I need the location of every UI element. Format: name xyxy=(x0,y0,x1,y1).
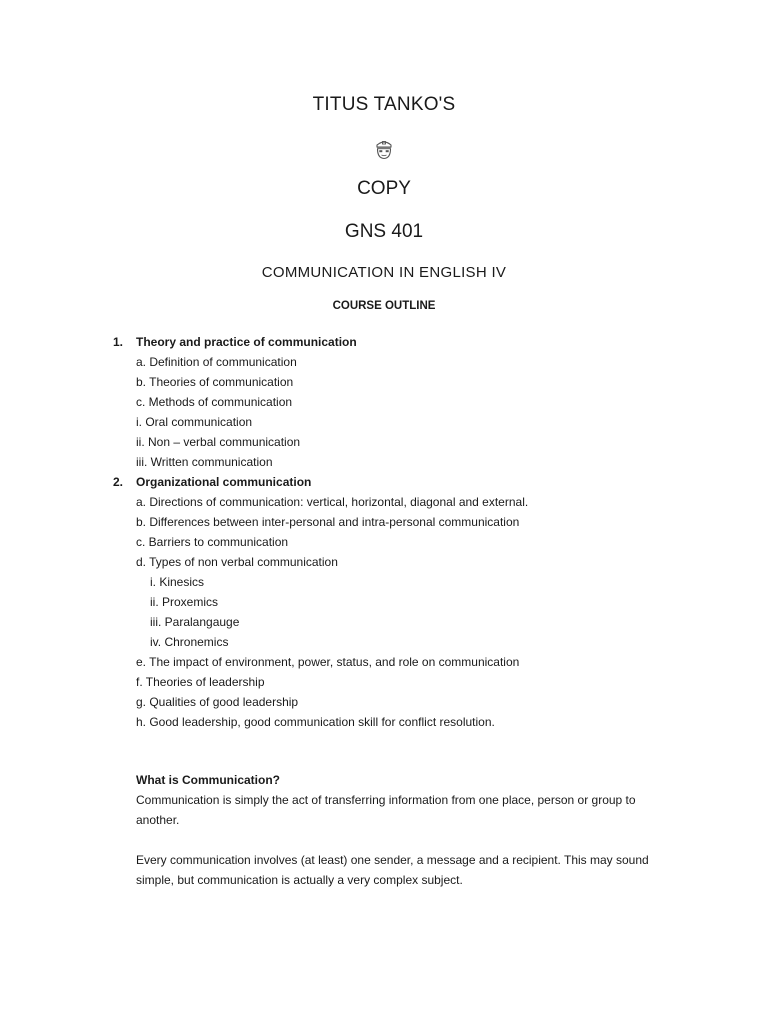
list-item: c. Methods of communication xyxy=(136,395,293,409)
copy-label: COPY xyxy=(357,178,411,199)
list-subitem: iii. Paralangauge xyxy=(150,615,240,629)
list-subitem: i. Kinesics xyxy=(150,575,205,589)
list-subitem: ii. Proxemics xyxy=(150,595,219,609)
list-item: b. Differences between inter-personal and intra-personal communication xyxy=(136,515,520,529)
paragraph-2-line-2: simple, but communication is actually a very complex subject. xyxy=(136,873,463,887)
section-title: Theory and practice of communication xyxy=(136,335,357,349)
list-item: b. Theories of communication xyxy=(136,375,294,389)
list-item: h. Good leadership, good communication skill for conflict resolution. xyxy=(136,715,495,729)
list-item: iii. Written communication xyxy=(136,455,273,469)
outline-section-2 xyxy=(0,472,768,492)
section-number: 2. xyxy=(113,475,124,489)
list-item: i. Oral communication xyxy=(136,415,253,429)
outline-heading: COURSE OUTLINE xyxy=(332,300,436,312)
course-title: COMMUNICATION IN ENGLISH IV xyxy=(261,264,507,281)
paragraph-1-line-2: another. xyxy=(136,813,180,827)
communication-section xyxy=(136,770,676,890)
list-item: a. Definition of communication xyxy=(136,355,297,369)
paragraph-spacer xyxy=(136,830,676,850)
list-item: ii. Non – verbal communication xyxy=(136,435,301,449)
course-code: GNS 401 xyxy=(344,221,424,242)
section-title: Organizational communication xyxy=(136,475,312,489)
section-number: 1. xyxy=(113,335,124,349)
list-item: g. Qualities of good leadership xyxy=(136,695,299,709)
section-heading: What is Communication? xyxy=(136,773,280,787)
list-subitem: iv. Chronemics xyxy=(150,635,229,649)
list-item: e. The impact of environment, power, status, and role on communication xyxy=(136,655,520,669)
author-title: TITUS TANKO'S xyxy=(312,94,456,115)
list-item: f. Theories of leadership xyxy=(136,675,265,689)
police-officer-face-icon xyxy=(0,138,768,160)
paragraph-2-line-1: Every communication involves (at least) one sender, a message and a recipient. This may sound xyxy=(136,853,649,867)
paragraph-1-line-1: Communication is simply the act of transferring information from one place, person or group to xyxy=(136,793,636,807)
list-item: c. Barriers to communication xyxy=(136,535,289,549)
list-item: d. Types of non verbal communication xyxy=(136,555,338,569)
outline-section-1 xyxy=(0,332,768,352)
list-item: a. Directions of communication: vertical, horizontal, diagonal and external. xyxy=(136,495,529,509)
